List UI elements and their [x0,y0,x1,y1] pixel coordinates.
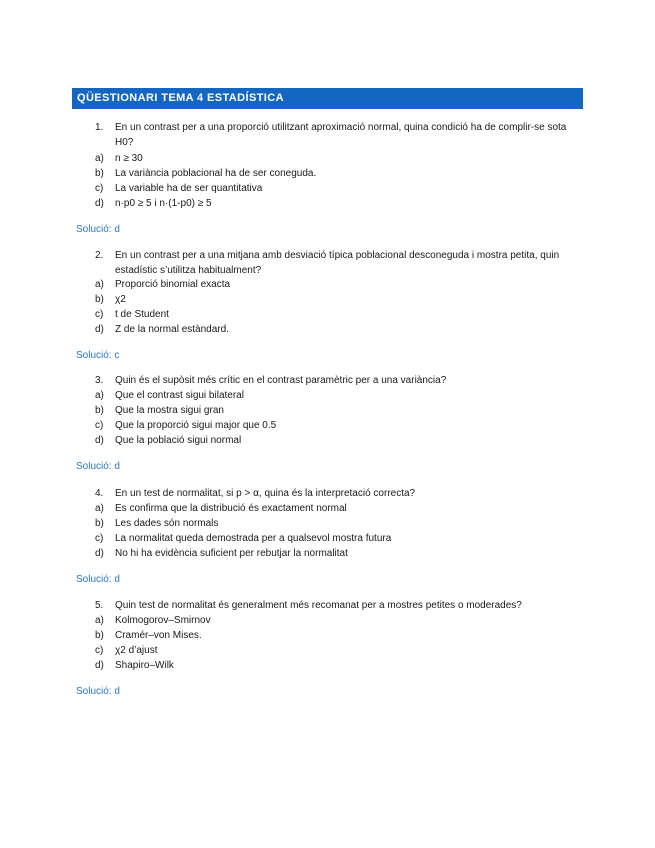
option-text: Proporció binomial exacta [115,279,231,290]
option-letter: b) [95,294,104,305]
option-a [95,277,230,292]
option-c [95,643,158,658]
question-text: En un contrast per a una proporció utilitzant aproximació normal, quina condició ha de complir-se sota H0? [115,122,567,148]
question-text: En un contrast per a una mitjana amb desviació típica poblacional desconeguda i mostra petita, quin estadístic s’utilitza habitualment? [115,250,560,276]
solution-2: Solució: c [76,350,120,361]
option-text: Que la proporció sigui major que 0.5 [115,420,277,431]
option-text: No hi ha evidència suficient per rebutjar la normalitat [115,548,348,559]
option-text: Cramér–von Mises. [115,630,202,641]
option-text: Les dades són normals [115,518,219,529]
quiz-title-bar [72,88,583,109]
option-a [95,388,244,403]
option-text: Kolmogorov–Smirnov [115,615,211,626]
option-b [95,166,316,181]
option-text: n·p0 ≥ 5 i n·(1-p0) ≥ 5 [115,198,212,209]
option-letter: c) [95,183,104,194]
option-letter: d) [95,435,104,446]
option-letter: a) [95,279,104,290]
question-text: Quin és el supòsit més crític en el contrast paramètric per a una variància? [115,375,447,386]
option-letter: c) [95,645,104,656]
option-d [95,658,174,673]
solution-1: Solució: d [76,224,120,235]
option-letter: a) [95,153,104,164]
question-text: Quin test de normalitat és generalment més recomanat per a mostres petites o moderades? [115,600,522,611]
option-letter: b) [95,518,104,529]
option-letter: a) [95,390,104,401]
option-text: t de Student [115,309,169,320]
option-text: Que el contrast sigui bilateral [115,390,244,401]
question-number: 5. [95,600,104,611]
question-4 [95,486,575,501]
option-letter: c) [95,309,104,320]
question-3 [95,373,575,388]
question-number: 1. [95,122,104,133]
option-text: La variable ha de ser quantitativa [115,183,263,194]
solution-4: Solució: d [76,574,120,585]
option-b [95,516,218,531]
option-letter: d) [95,548,104,559]
option-d [95,546,348,561]
option-b [95,403,224,418]
option-letter: c) [95,533,104,544]
option-a [95,613,211,628]
option-letter: a) [95,615,104,626]
option-d [95,196,212,211]
option-d [95,433,241,448]
option-letter: a) [95,503,104,514]
option-text: Que la mostra sigui gran [115,405,224,416]
option-a [95,501,347,516]
question-number: 2. [95,250,104,261]
question-5 [95,598,575,613]
question-number: 3. [95,375,104,386]
question-number: 4. [95,488,104,499]
option-b [95,628,202,643]
option-text: La variància poblacional ha de ser coneguda. [115,168,317,179]
option-text: La normalitat queda demostrada per a qualsevol mostra futura [115,533,392,544]
option-letter: b) [95,630,104,641]
option-c [95,181,262,196]
option-text: n ≥ 30 [115,153,143,164]
question-text: En un test de normalitat, si p > α, quina és la interpretació correcta? [115,488,416,499]
option-letter: b) [95,405,104,416]
option-c [95,307,169,322]
solution-5: Solució: d [76,686,120,697]
option-text: χ2 d’ajust [115,645,158,656]
solution-3: Solució: d [76,461,120,472]
option-d [95,322,229,337]
option-letter: d) [95,660,104,671]
question-2 [95,248,575,278]
option-a [95,151,143,166]
option-letter: d) [95,198,104,209]
option-text: χ2 [115,294,126,305]
option-c [95,531,391,546]
option-letter: b) [95,168,104,179]
option-c [95,418,276,433]
option-letter: c) [95,420,104,431]
option-b [95,292,126,307]
question-1 [95,120,575,150]
quiz-title: QÜESTIONARI TEMA 4 ESTADÍSTICA [77,92,284,104]
option-text: Z de la normal estàndard. [115,324,229,335]
option-text: Es confirma que la distribució és exactament normal [115,503,347,514]
option-text: Que la població sigui normal [115,435,242,446]
option-letter: d) [95,324,104,335]
option-text: Shapiro–Wilk [115,660,174,671]
